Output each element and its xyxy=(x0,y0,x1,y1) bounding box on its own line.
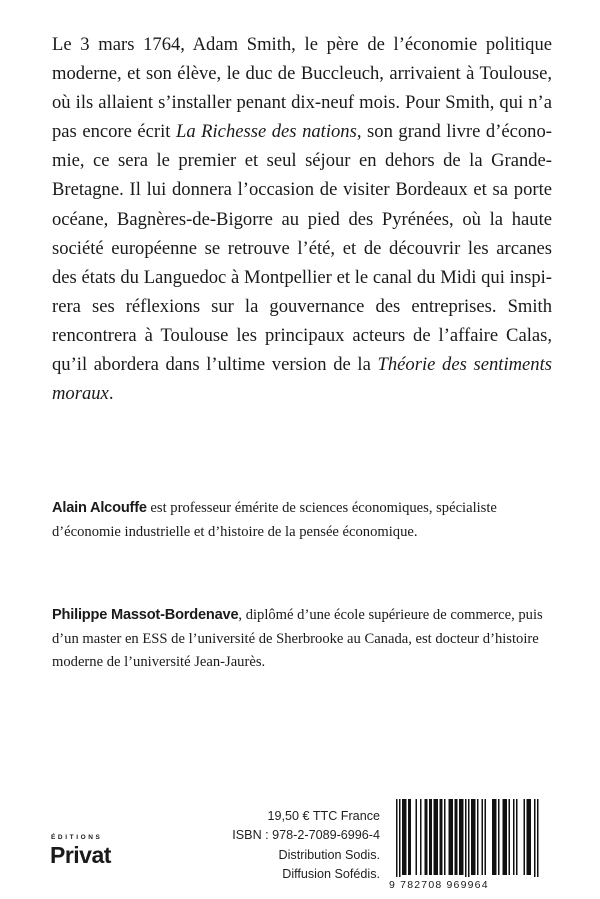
barcode-bar xyxy=(474,799,476,875)
author-name: Philippe Massot-Bordenave xyxy=(52,607,239,623)
barcode-bar xyxy=(504,799,506,875)
barcode-bar xyxy=(452,799,454,875)
barcode-bar xyxy=(441,799,443,875)
barcode-bar xyxy=(473,799,475,875)
barcode-bar xyxy=(498,799,500,875)
barcode-bar xyxy=(425,799,427,875)
barcode-bar xyxy=(495,799,497,875)
author-name: Alain Alcouffe xyxy=(52,500,147,516)
author-bio-massot-bordenave xyxy=(52,604,552,675)
barcode-bar xyxy=(435,799,437,875)
book-title-theorie: Théorie des sentiments moraux xyxy=(52,354,552,405)
publisher-logo xyxy=(50,833,111,867)
barcode-bar xyxy=(537,799,539,877)
back-cover-summary xyxy=(52,30,552,408)
barcode-bar xyxy=(408,799,410,875)
barcode-bar xyxy=(456,799,458,875)
barcode-bar xyxy=(440,799,442,875)
barcode-bar xyxy=(461,799,463,875)
diffusion-label: Diffusion Sofédis. xyxy=(282,866,380,881)
barcode-bar xyxy=(465,799,467,877)
summary-paragraph xyxy=(52,30,552,408)
barcode-bar xyxy=(503,799,505,875)
barcode-bar xyxy=(471,799,473,875)
barcode-bar xyxy=(513,799,515,875)
barcode-bar xyxy=(477,799,479,875)
barcode-bar xyxy=(527,799,529,875)
barcode-bar xyxy=(449,799,451,875)
barcode-bar xyxy=(528,799,530,875)
barcode-bar xyxy=(396,799,398,877)
barcode-bar xyxy=(492,799,494,875)
publisher-label-small: ÉDITIONS xyxy=(51,834,103,841)
barcode-bar xyxy=(524,799,526,875)
barcode-bar xyxy=(494,799,496,875)
barcode-bar xyxy=(416,799,418,875)
barcode-bar xyxy=(426,799,428,875)
barcode-digits: 9 782708 969964 xyxy=(389,879,489,891)
barcode-bar xyxy=(516,799,518,875)
barcode-bar xyxy=(462,799,464,875)
author-bio-text: , diplômé d’une école supérieure de commerce, puis d’un master en ESS de l’université de Sherbrooke au Canada, est docteur d’histoire moderne de l’université Jean-Jaurès. xyxy=(52,607,543,671)
barcode-bar xyxy=(437,799,439,875)
barcode-bar xyxy=(404,799,406,875)
author-bio-text: est professeur émérite de sciences économiques, spécialiste d’économie industrielle et d’histoire de la pensée économique. xyxy=(52,500,497,540)
barcode-bar xyxy=(534,799,536,877)
barcode-bar xyxy=(429,799,431,875)
barcode-bar xyxy=(399,799,401,877)
barcode-bar xyxy=(405,799,407,875)
barcode-bar xyxy=(444,799,446,875)
isbn-label: ISBN : 978-2-7089-6996-4 xyxy=(232,828,380,843)
barcode-bar xyxy=(459,799,461,875)
summary-text-2: , son grand livre d’économie, ce sera le premier et seul séjour en dehors de la Grande-Bretagne. Il lui donnera l’occasion de visiter Bordeaux et sa porte océane, Bagnères-de-Bigorre au pied des Pyrénées, où la haute société européenne se retrouve l’été, et de découvrir les arcanes des états du Languedoc à Montpellier et le canal du Midi qui inspirera ses réflexions sur la gouvernance des entreprises. Smith rencontrera à Toulouse les principaux acteurs de l’affaire Calas, qu’il abordera dans l’ultime version de la xyxy=(52,121,552,376)
barcode-bar xyxy=(482,799,484,875)
barcode-bar xyxy=(530,799,532,875)
barcode-bar xyxy=(431,799,433,875)
barcode-bar xyxy=(420,799,422,875)
barcode-bar xyxy=(434,799,436,875)
barcode-bar xyxy=(402,799,404,875)
summary-text-1: Le 3 mars 1764, Adam Smith, le père de l’économie politique moderne, et son élève, le duc de Buccleuch, arrivaient à Toulouse, où ils allaient s’installer penant dix-neuf mois. Pour Smith, qui n’a pas encore écrit xyxy=(52,34,552,143)
summary-text-3: . xyxy=(108,383,114,405)
barcode-bars xyxy=(389,799,549,877)
distribution-label: Distribution Sodis. xyxy=(278,847,380,862)
barcode-bar xyxy=(455,799,457,875)
publisher-brand: Privat xyxy=(50,842,111,868)
barcode-bar xyxy=(410,799,412,875)
barcode-bar xyxy=(509,799,511,875)
barcode-bar xyxy=(468,799,470,877)
author-bio-alcouffe xyxy=(52,497,552,544)
book-title-richesse: La Richesse des nations xyxy=(175,121,357,143)
isbn-barcode xyxy=(389,799,549,891)
barcode-bar xyxy=(506,799,508,875)
barcode-bar xyxy=(485,799,487,875)
price-label: 19,50 € TTC France xyxy=(267,809,380,823)
commerce-info xyxy=(232,807,380,884)
barcode-bar xyxy=(450,799,452,875)
